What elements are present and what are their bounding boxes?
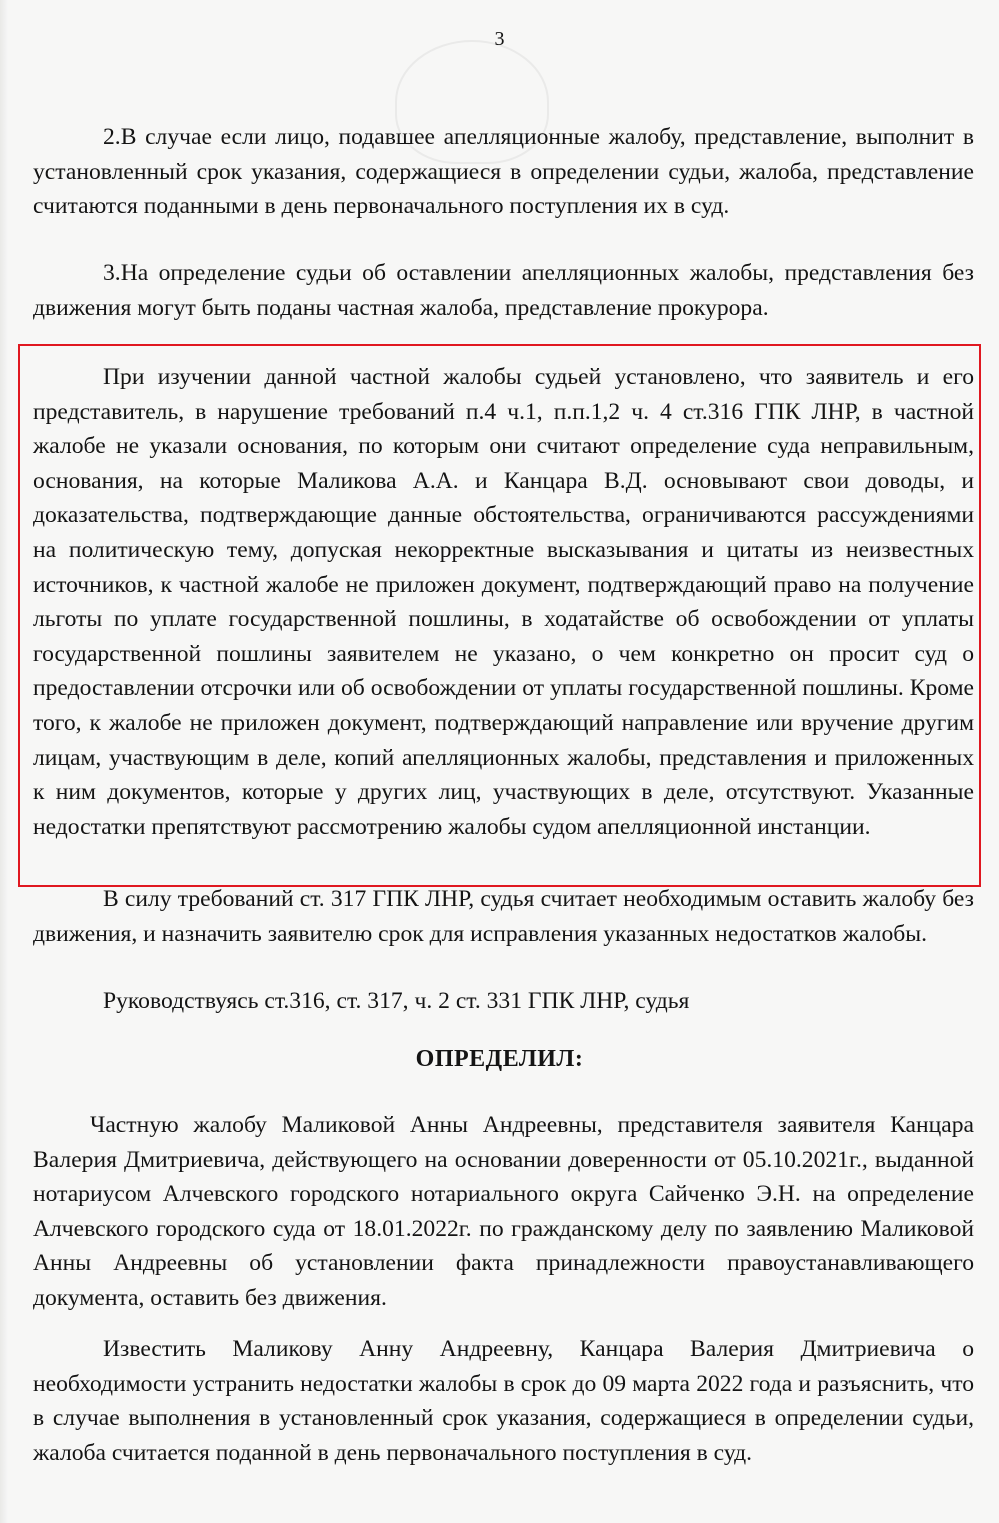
ruling-heading: ОПРЕДЕЛИЛ: [415,1046,584,1072]
highlighted-paragraph: При изучении данной частной жалобы судьей установлено, что заявитель и его представитель, в нарушение требований п.4 ч.1, п.п.1,2 ч. 4 ст.316 ГПК ЛНР, в частной жалобе не указали основания, по которым они считают определение суда неправильным, основания, на которые Маликова А.А. и Канцара В.Д. основывают свои доводы, и доказательства, подтверждающие данные обстоятельства, ограничиваются рассуждениями на политическую тему, допуская некорректные высказывания и цитаты из неизвестных источников, к частной жалобе не приложен документ, подтверждающий право на получение льготы по уплате государственной пошлины, в ходатайстве об освобождении от уплаты государственной пошлины заявителем не указано, о чем конкретно он просит суд о предоставлении отсрочки или об освобождении от уплаты государственной пошлины. Кроме того, к жалобе не приложен документ, подтверждающий направление или вручение другим лицам, участвующим в деле, копий апелляционных жалобы, представления и приложенных к ним документов, которые у других лиц, участвующих в деле, отсутствуют. Указанные недостатки препятствуют рассмотрению жалобы судом апелляционной инстанции. [33,364,974,840]
page-number: 3 [494,28,505,50]
paragraph-2: 2.В случае если лицо, подавшее апелляционные жалобу, представление, выполнит в установленный срок указания, содержащиеся в определении судьи, жалоба, представление считаются поданными в день первоначального поступления их в суд. [33,124,974,220]
scan-edge-shadow [0,0,8,1523]
paragraph-ruling-1: Частную жалобу Маликовой Анны Андреевны, представителя заявителя Канцара Валерия Дмитриевича, действующего на основании доверенности от 05.10.2021г., выданной нотариусом Алчевского городского нотариального округа Сайченко Э.Н. на определение Алчевского городского суда от 18.01.2022г. по гражданскому делу по заявлению Маликовой Анны Андреевны об установлении факта принадлежности правоустанавливающего документа, оставить без движения. [33,1112,974,1311]
paragraph-3: 3.На определение судьи об оставлении апелляционных жалобы, представления без движения могут быть поданы частная жалоба, представление прокурора. [33,260,974,321]
red-highlight-box [18,344,981,887]
paragraph-ruling-2: Известить Маликову Анну Андреевну, Канцара Валерия Дмитриевича о необходимости устранить недостатки жалобы в срок до 09 марта 2022 года и разъяснить, что в случае выполнения в установленный срок указания, содержащиеся в определении судьи, жалоба считается поданной в день первоначального поступления в суд. [33,1336,974,1466]
paragraph-5: В силу требований ст. 317 ГПК ЛНР, судья считает необходимым оставить жалобу без движения, и назначить заявителю срок для исправления указанных недостатков жалобы. [33,886,974,947]
paragraph-6: Руководствуясь ст.316, ст. 317, ч. 2 ст. 331 ГПК ЛНР, судья [103,988,690,1014]
